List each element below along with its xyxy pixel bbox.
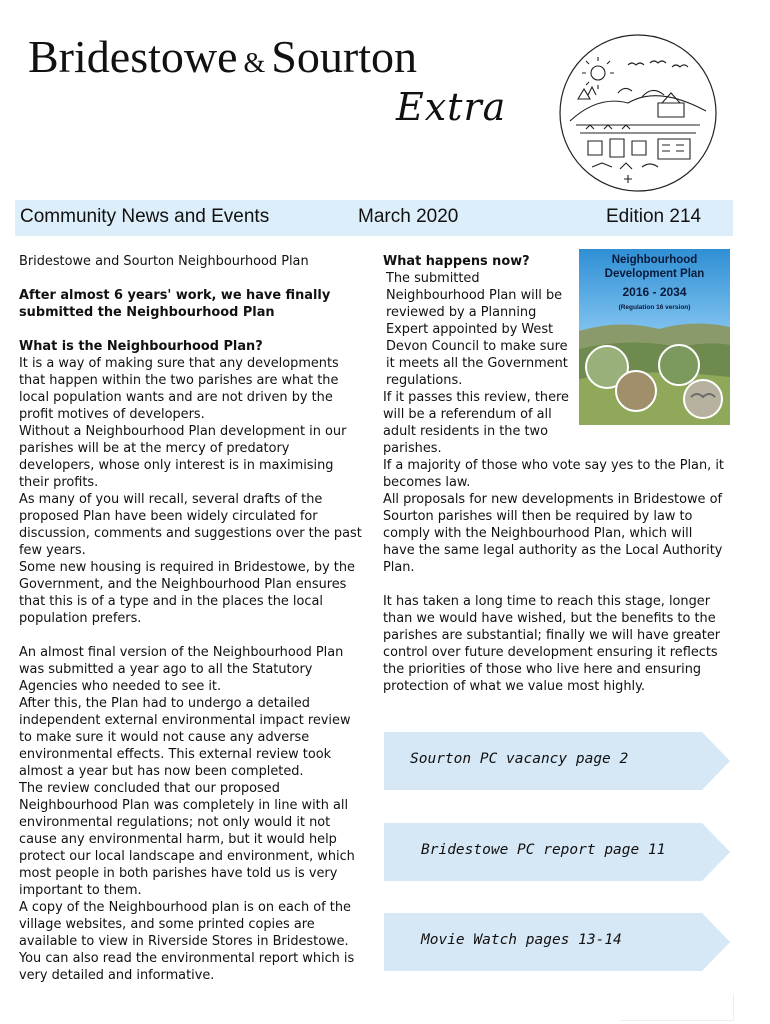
article-heading: Bridestowe and Sourton Neighbourhood Plan bbox=[19, 254, 309, 269]
callout-label: Movie Watch pages 13-14 bbox=[421, 932, 622, 948]
plan-cover-image bbox=[579, 249, 730, 425]
village-logo bbox=[558, 33, 718, 193]
paragraph: All proposals for new developments in Bridestowe of Sourton parishes will then be required by law to comply with the Neighbourhood Plan, which will have the same legal authority as the Local Authority Plan. bbox=[383, 492, 723, 575]
edition-number: Edition 214 bbox=[606, 206, 702, 227]
paragraph: Without a Neighbourhood Plan development in our parishes will be at the mercy of predatory developers, whose only interest is in maximising their profits. bbox=[19, 424, 347, 490]
cover-title: Neighbourhood Development Plan bbox=[604, 254, 705, 280]
callout-bridestowe-report[interactable] bbox=[384, 823, 730, 881]
callout-label: Bridestowe PC report page 11 bbox=[421, 842, 666, 858]
paragraph: If it passes this review, there will be a referendum of all adult residents in the two parishes. bbox=[383, 390, 569, 456]
title-ampersand: & bbox=[243, 48, 266, 79]
title-part2: Sourton bbox=[271, 31, 417, 82]
page-corner-mark bbox=[621, 994, 734, 1021]
section-question: What is the Neighbourhood Plan? bbox=[19, 339, 263, 354]
paragraph: A copy of the Neighbourhood plan is on each of the village websites, and some printed copies are available to view in Riverside Stores in Bridestowe. You can also read the environmental report which is very detailed and informative. bbox=[19, 900, 355, 983]
paragraph: The review concluded that our proposed Neighbourhood Plan was completely in line with all environmental regulations; not only would it not cause any environmental harm, but it would help protect our local landscape and environment, which most people in both parishes have told us is very important to them. bbox=[19, 781, 355, 898]
section-name: Community News and Events bbox=[20, 206, 270, 227]
paragraph: It is a way of making sure that any developments that happen within the two parishes are what the local population wants and are not driven by the profit motives of developers. bbox=[19, 356, 339, 422]
newsletter-subtitle: Extra bbox=[396, 85, 507, 129]
newsletter-title bbox=[28, 31, 417, 82]
paragraph: If a majority of those who vote say yes to the Plan, it becomes law. bbox=[383, 458, 724, 490]
paragraph: An almost final version of the Neighbourhood Plan was submitted a year ago to all the Statutory Agencies who needed to see it. bbox=[19, 645, 344, 694]
cover-years: 2016 - 2034 bbox=[622, 285, 687, 299]
issue-date: March 2020 bbox=[358, 206, 459, 227]
paragraph: After this, the Plan had to undergo a detailed independent external environmental impact review to make sure it would not cause any adverse environmental effects. This external review took almost a year but has now been completed. bbox=[19, 696, 351, 779]
header-band bbox=[15, 200, 733, 236]
title-part1: Bridestowe bbox=[28, 31, 238, 82]
callout-label: Sourton PC vacancy page 2 bbox=[410, 751, 629, 767]
section-question: What happens now? bbox=[383, 254, 530, 269]
left-column bbox=[19, 253, 364, 984]
cover-version: (Regulation 16 version) bbox=[618, 304, 691, 311]
article-lead: After almost 6 years' work, we have finally submitted the Neighbourhood Plan bbox=[19, 288, 331, 320]
callout-sourton-vacancy[interactable] bbox=[384, 732, 730, 790]
paragraph: The submitted Neighbourhood Plan will be reviewed by a Planning Expert appointed by West Devon Council to make sure it meets all the Government regulations. bbox=[386, 271, 568, 388]
paragraph: As many of you will recall, several drafts of the proposed Plan have been widely circulated for discussion, comments and suggestions over the past few years. bbox=[19, 492, 362, 558]
paragraph: Some new housing is required in Bridestowe, by the Government, and the Neighbourhood Plan ensures that this is of a type and in the places the local population prefers. bbox=[19, 560, 355, 626]
callout-movie-watch[interactable] bbox=[384, 913, 730, 971]
paragraph: It has taken a long time to reach this stage, longer than we would have wished, but the benefits to the parishes are substantial; finally we will have greater control over future development ensuring it reflects the priorities of those who live here and ensuring protection of what we value most highly. bbox=[383, 594, 721, 694]
